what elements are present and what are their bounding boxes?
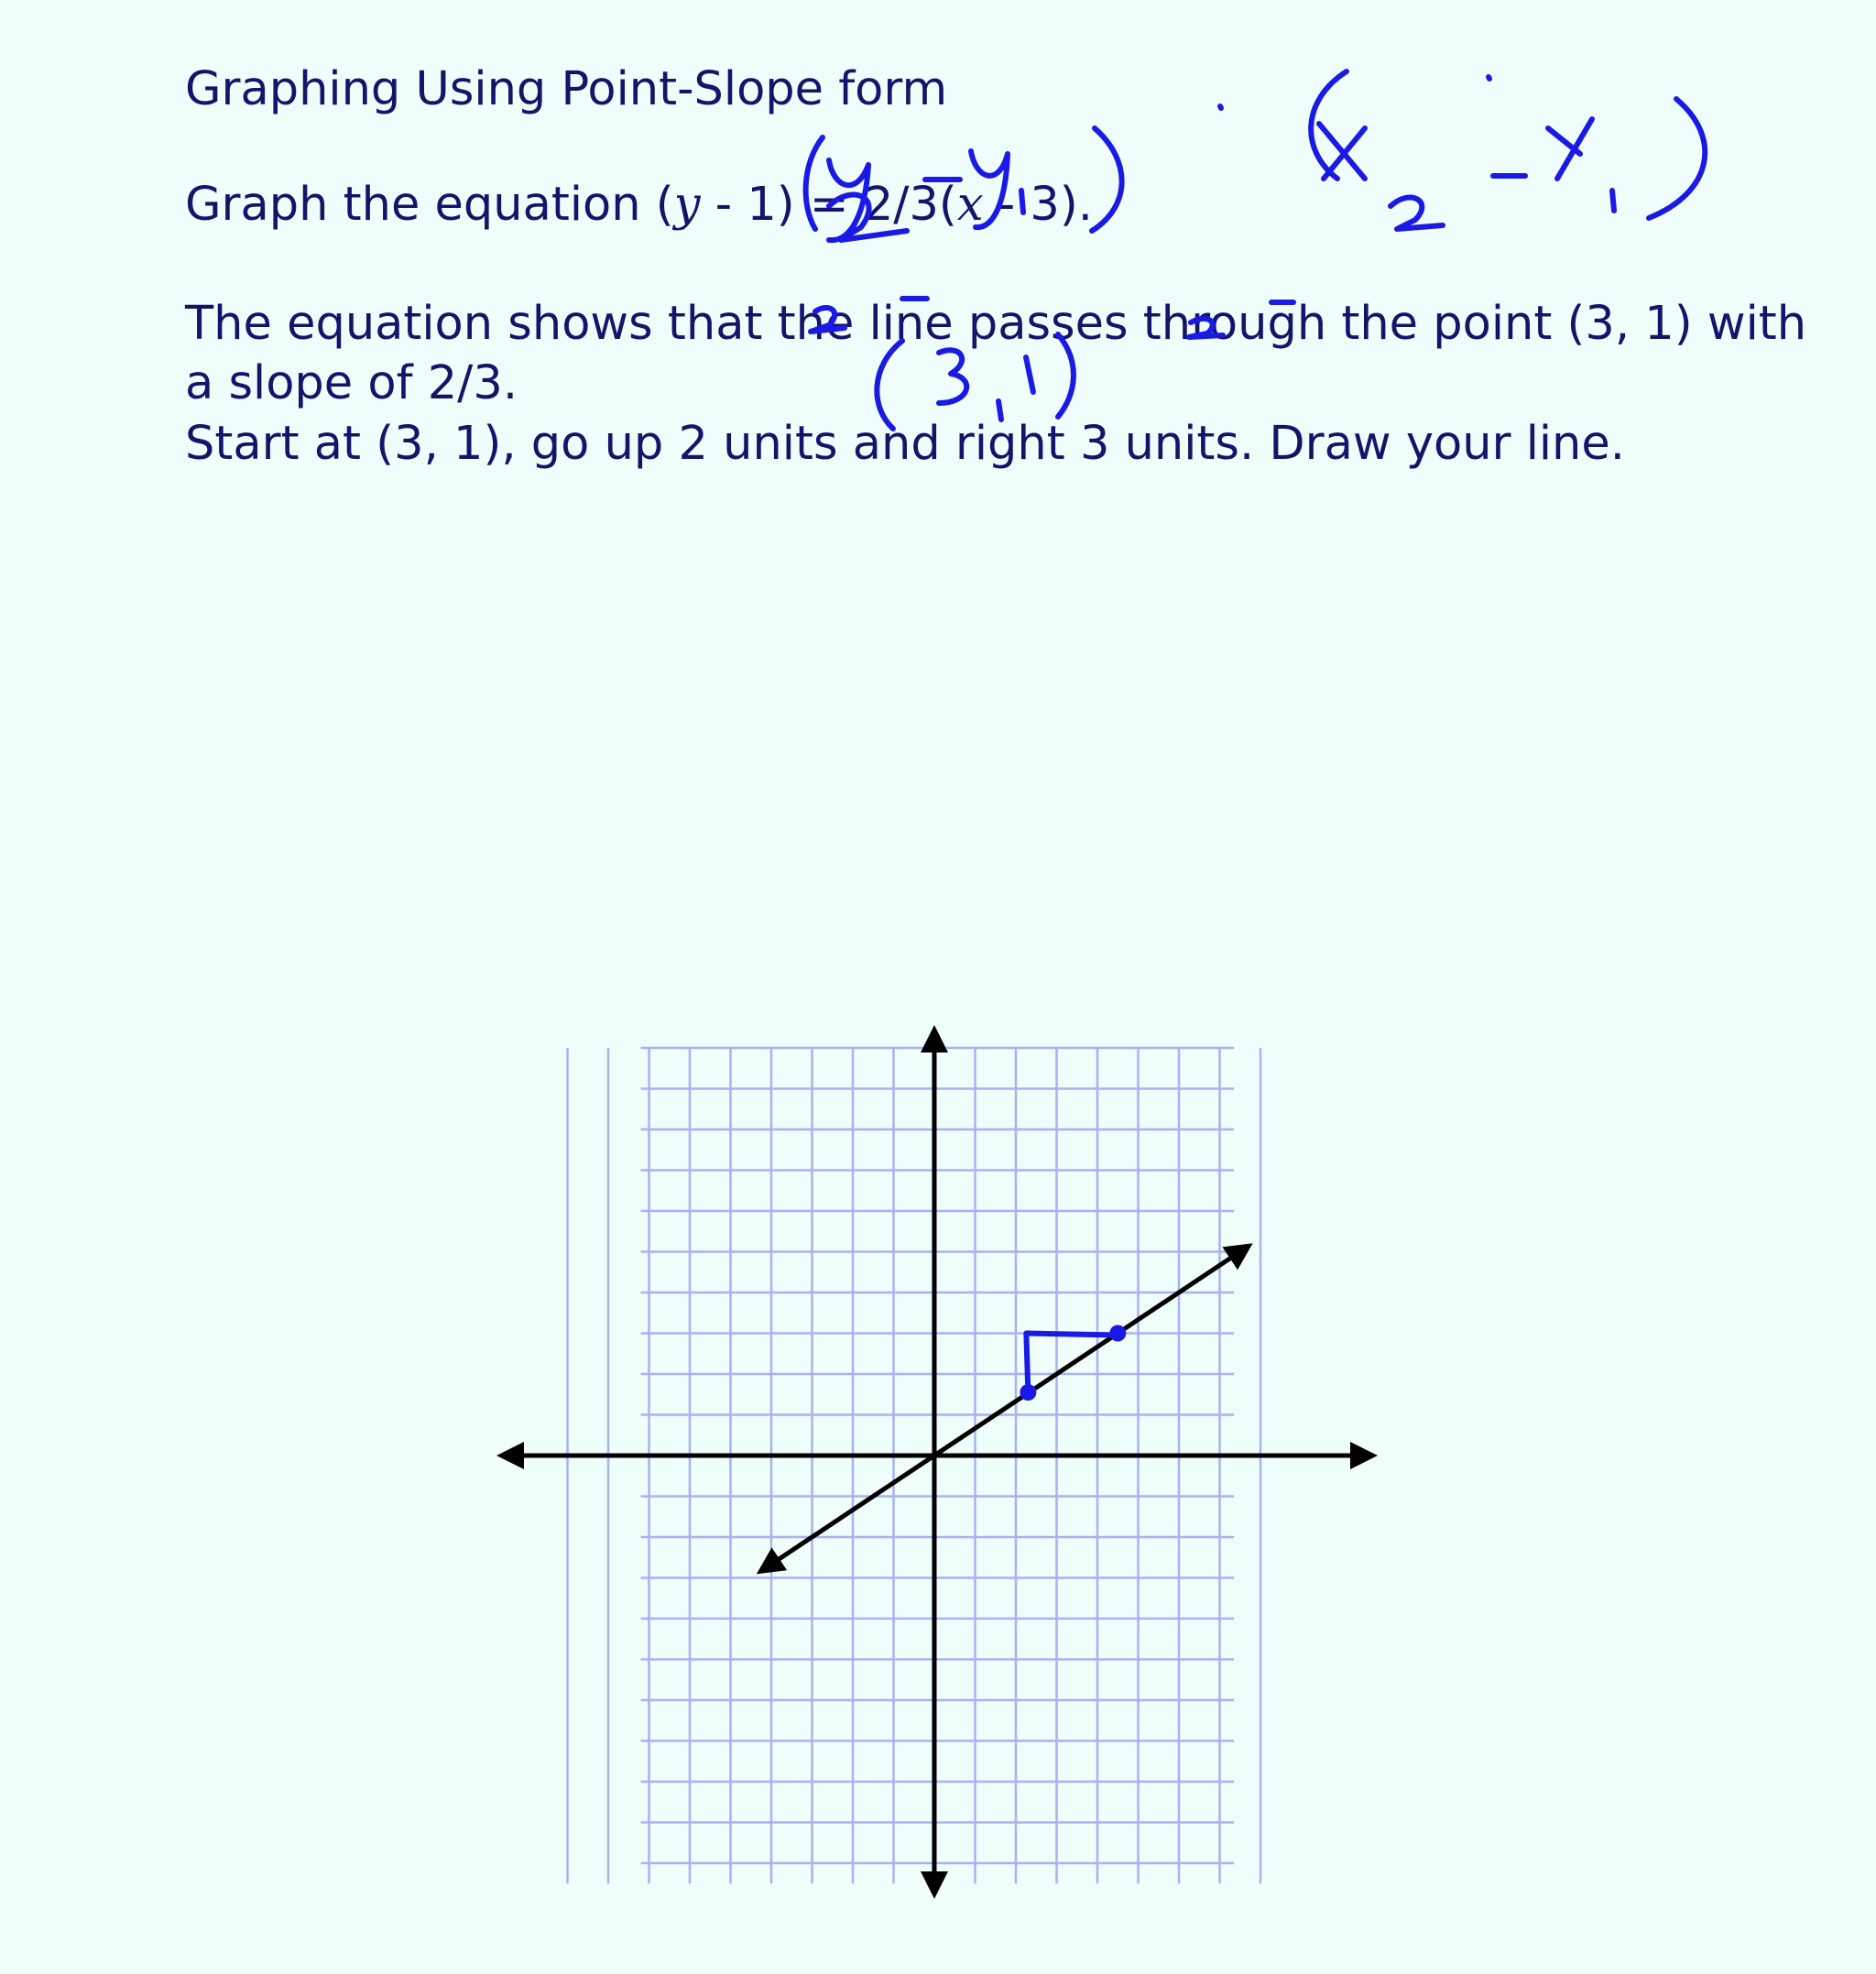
explanation-line-1: The equation shows that the line passes through the point (3, 1) with <box>185 297 1807 351</box>
start-point <box>1020 1384 1036 1401</box>
page-title: Graphing Using Point-Slope form <box>185 62 948 116</box>
task-prefix: Graph the equation ( <box>185 178 674 232</box>
end-point <box>1109 1325 1126 1342</box>
var-y: y <box>673 178 701 232</box>
task-middle: - 1) = 2/3( <box>700 178 957 232</box>
explanation-line-2: a slope of 2/3. <box>185 356 518 410</box>
instruction-text: Start at (3, 1), go up 2 units and right 3 units. Draw your line. <box>185 417 1625 471</box>
grid-lines <box>568 1048 1261 1883</box>
task-suffix: - 3). <box>983 178 1093 232</box>
var-x: x <box>956 178 984 232</box>
graphed-line <box>761 1247 1249 1572</box>
